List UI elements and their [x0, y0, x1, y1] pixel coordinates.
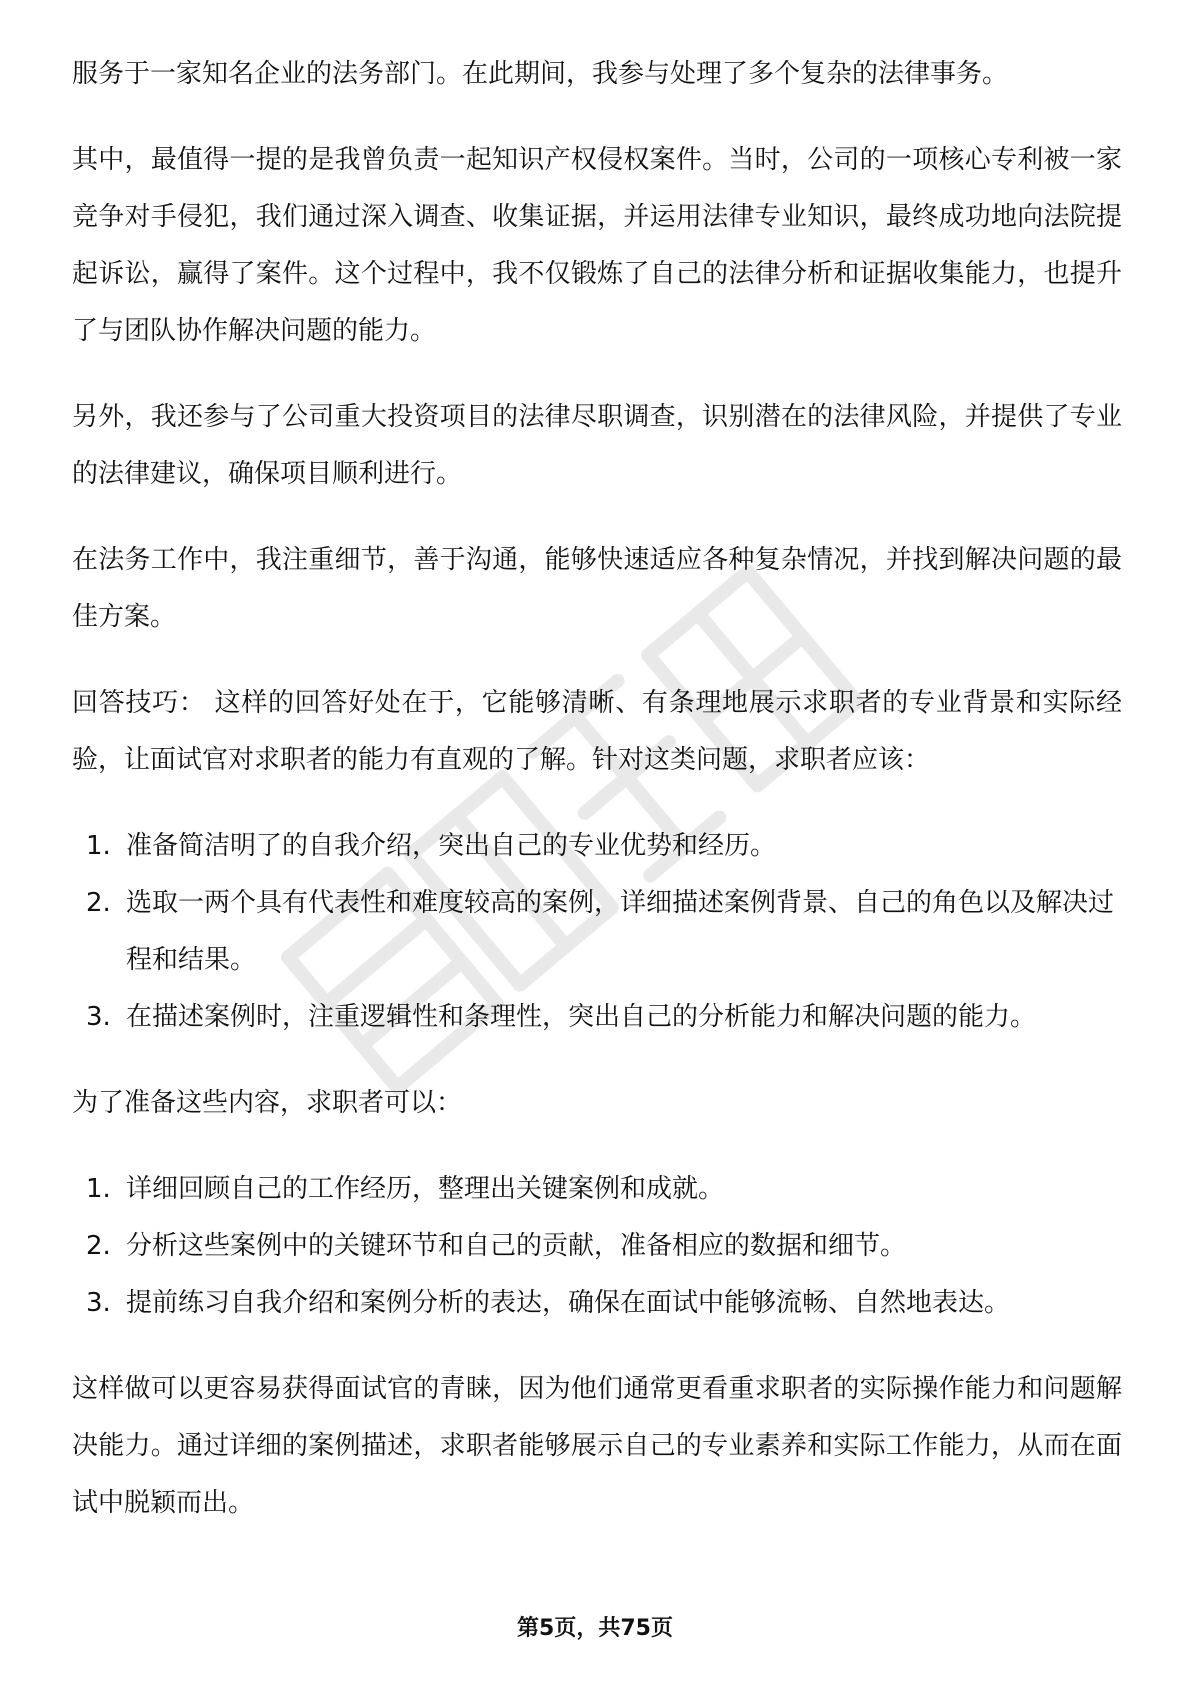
paragraph: 其中，最值得一提的是我曾负责一起知识产权侵权案件。当时，公司的一项核心专利被一家竞争对手侵犯，我们通过深入调查、收集证据，并运用法律专业知识，最终成功地向法院提起诉讼，赢得了案件。这个过程中，我不仅锻炼了自己的法律分析和证据收集能力，也提升了与团队协作解决问题的能力。 [72, 145, 1122, 346]
numbered-list [72, 818, 1122, 1046]
list-item [72, 1218, 1122, 1275]
list-number: 3. [86, 1002, 111, 1032]
numbered-list [72, 1161, 1122, 1332]
list-item [72, 818, 1122, 875]
paragraph: 这样做可以更容易获得面试官的青睐，因为他们通常更看重求职者的实际操作能力和问题解决能力。通过详细的案例描述，求职者能够展示自己的专业素养和实际工作能力，从而在面试中脱颖而出。 [72, 1374, 1122, 1518]
list-number: 2. [86, 888, 111, 918]
paragraph: 另外，我还参与了公司重大投资项目的法律尽职调查，识别潜在的法律风险，并提供了专业的法律建议，确保项目顺利进行。 [72, 402, 1122, 489]
list-item-text: 准备简洁明了的自我介绍，突出自己的专业优势和经历。 [126, 831, 777, 861]
list-item-text: 详细回顾自己的工作经历，整理出关键案例和成就。 [126, 1174, 725, 1204]
list-item [72, 1161, 1122, 1218]
list-item-text: 提前练习自我介绍和案例分析的表达，确保在面试中能够流畅、自然地表达。 [126, 1288, 1011, 1318]
document-body [72, 46, 1122, 1561]
list-item-text: 选取一两个具有代表性和难度较高的案例，详细描述案例背景、自己的角色以及解决过程和结果。 [126, 888, 1115, 975]
list-item [72, 1275, 1122, 1332]
list-number: 1. [86, 831, 111, 861]
list-number: 1. [86, 1174, 111, 1204]
paragraph: 在法务工作中，我注重细节，善于沟通，能够快速适应各种复杂情况，并找到解决问题的最佳方案。 [72, 545, 1122, 632]
list-item-text: 在描述案例时，注重逻辑性和条理性，突出自己的分析能力和解决问题的能力。 [126, 1002, 1037, 1032]
list-item-text: 分析这些案例中的关键环节和自己的贡献，准备相应的数据和细节。 [126, 1231, 907, 1261]
page-number-footer: 第5页，共75页 [517, 1616, 673, 1641]
paragraph: 为了准备这些内容，求职者可以： [72, 1088, 463, 1118]
list-number: 2. [86, 1231, 111, 1261]
paragraph: 回答技巧： 这样的回答好处在于，它能够清晰、有条理地展示求职者的专业背景和实际经验，让面试官对求职者的能力有直观的了解。针对这类问题，求职者应该： [72, 688, 1122, 775]
list-number: 3. [86, 1288, 111, 1318]
list-item [72, 875, 1122, 989]
paragraph: 服务于一家知名企业的法务部门。在此期间，我参与处理了多个复杂的法律事务。 [72, 59, 1009, 89]
list-item [72, 989, 1122, 1046]
